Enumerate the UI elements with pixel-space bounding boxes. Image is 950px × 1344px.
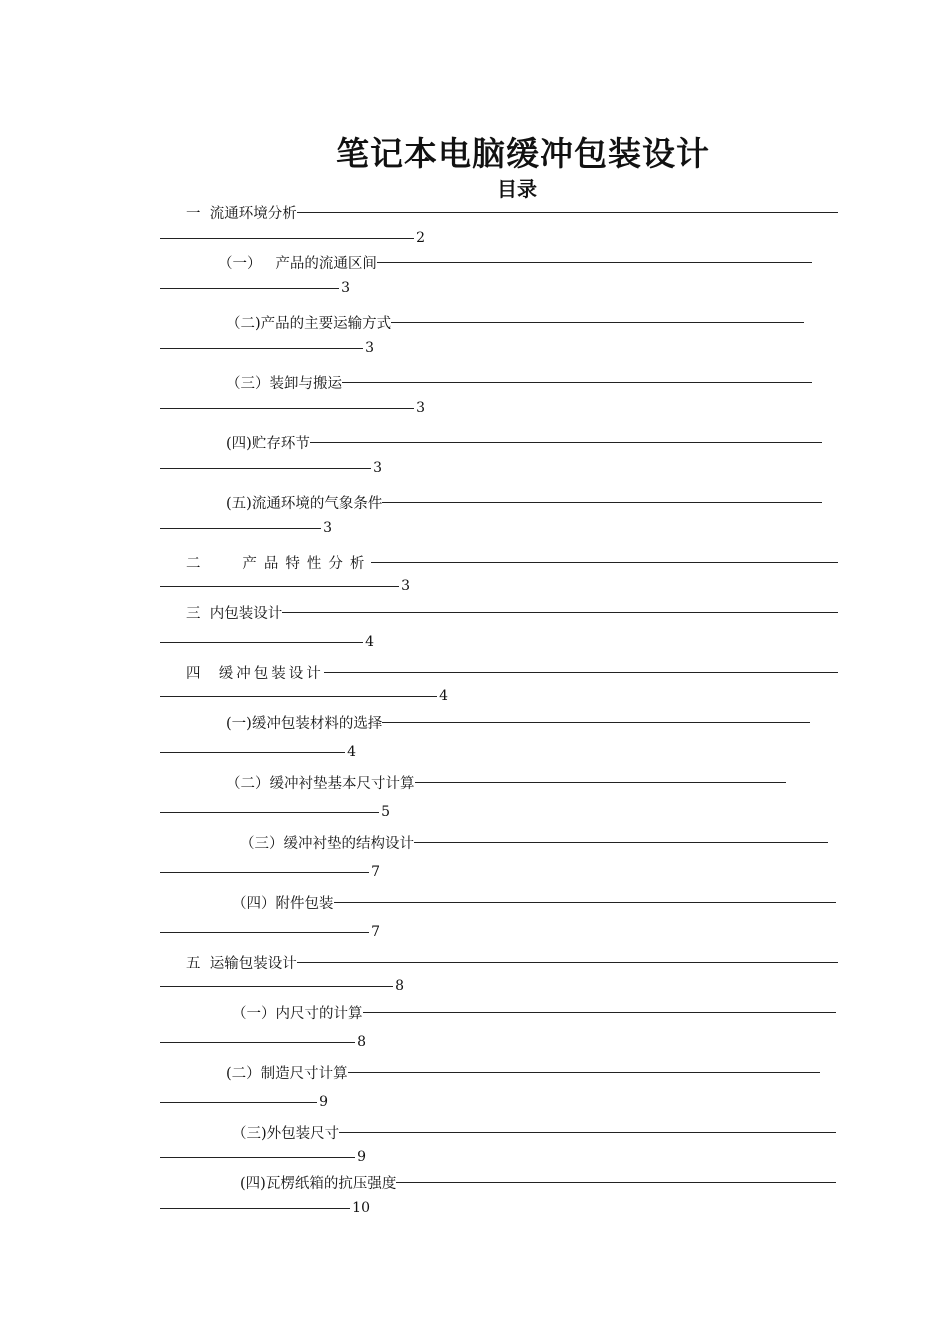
toc-entry-label: （三)外包装尺寸 — [232, 1125, 340, 1142]
toc-page-number: 8 — [357, 1034, 366, 1050]
toc-leader-line — [371, 562, 838, 563]
toc-leader-line — [160, 1102, 317, 1103]
toc-leader-line — [160, 986, 393, 987]
toc-entry-label: （二)产品的主要运输方式 — [226, 315, 392, 332]
toc-leader-line — [160, 528, 321, 529]
toc-entry[interactable] — [0, 712, 950, 772]
toc-leader-line — [282, 612, 838, 613]
toc-entry-label: (二）制造尺寸计算 — [226, 1065, 348, 1082]
toc-leader-line — [160, 348, 363, 349]
toc-page-number: 5 — [381, 804, 390, 820]
toc-entry-label: (四)贮存环节 — [226, 435, 310, 452]
toc-page-number: 2 — [416, 230, 425, 246]
toc-leader-line — [160, 932, 369, 933]
toc-page-number: 3 — [323, 520, 332, 536]
toc-page-number: 9 — [357, 1149, 366, 1165]
toc-leader-line — [160, 408, 414, 409]
toc-leader-line — [160, 586, 399, 587]
toc-leader-line — [396, 1182, 836, 1183]
toc-leader-line — [391, 322, 804, 323]
toc-leader-line — [382, 502, 822, 503]
toc-entry-label: （三）装卸与搬运 — [226, 375, 342, 392]
toc-page-number: 4 — [347, 744, 356, 760]
toc-entry[interactable] — [0, 892, 950, 952]
toc-leader-line — [348, 1072, 820, 1073]
toc-leader-line — [160, 812, 379, 813]
toc-entry-label: (一)缓冲包装材料的选择 — [226, 715, 383, 732]
toc-leader-line — [363, 1012, 837, 1013]
toc-entry-label: 一 流通环境分析 — [186, 205, 297, 222]
toc-entry[interactable] — [0, 372, 950, 432]
toc-page-number: 4 — [439, 688, 448, 704]
toc-page-number: 3 — [416, 400, 425, 416]
toc-entry-label: （四）附件包装 — [232, 895, 334, 912]
toc-entry[interactable] — [0, 1172, 950, 1232]
toc-entry[interactable] — [0, 772, 950, 832]
toc-entry-label: (五)流通环境的气象条件 — [226, 495, 383, 512]
toc-page-number: 3 — [365, 340, 374, 356]
toc-entry[interactable] — [0, 312, 950, 372]
toc-entry[interactable] — [0, 252, 950, 312]
toc-heading: 目录 — [497, 177, 537, 201]
toc-leader-line — [160, 238, 414, 239]
toc-entry-label: 三 内包装设计 — [186, 605, 283, 622]
toc-entry-label: (四)瓦楞纸箱的抗压强度 — [240, 1175, 397, 1192]
toc-entry[interactable] — [0, 832, 950, 892]
toc-page-number: 4 — [365, 634, 374, 650]
toc-entry[interactable] — [0, 1002, 950, 1062]
toc-leader-line — [297, 212, 838, 213]
toc-leader-line — [160, 696, 437, 697]
document-title: 笔记本电脑缓冲包装设计 — [336, 134, 710, 173]
toc-leader-line — [160, 1157, 355, 1158]
toc-leader-line — [382, 722, 810, 723]
toc-page-number: 3 — [401, 578, 410, 594]
toc-leader-line — [377, 262, 812, 263]
toc-entry-label: （一） 产品的流通区间 — [218, 255, 377, 272]
toc-page-number: 3 — [341, 280, 350, 296]
toc-page-number: 3 — [373, 460, 382, 476]
toc-leader-line — [160, 288, 339, 289]
toc-leader-line — [160, 872, 369, 873]
toc-page-number: 10 — [352, 1200, 370, 1216]
toc-leader-line — [160, 1208, 350, 1209]
toc-leader-line — [160, 752, 345, 753]
toc-entry-label: （一）内尺寸的计算 — [232, 1005, 363, 1022]
toc-entry[interactable] — [0, 602, 950, 662]
toc-entry-label: （二）缓冲衬垫基本尺寸计算 — [226, 775, 415, 792]
toc-entry-label: （三）缓冲衬垫的结构设计 — [240, 835, 414, 852]
toc-leader-line — [160, 468, 371, 469]
toc-entry-label: 四 缓冲包装设计 — [186, 665, 324, 682]
toc-page-number: 8 — [395, 978, 404, 994]
toc-leader-line — [339, 1132, 836, 1133]
toc-page-number: 7 — [371, 924, 380, 940]
toc-leader-line — [414, 842, 828, 843]
toc-entry-label: 五 运输包装设计 — [186, 955, 297, 972]
toc-entry[interactable] — [0, 1062, 950, 1122]
toc-leader-line — [342, 382, 812, 383]
toc-leader-line — [297, 962, 838, 963]
toc-page-number: 7 — [371, 864, 380, 880]
toc-entry[interactable] — [0, 432, 950, 492]
toc-entry[interactable] — [0, 492, 950, 552]
toc-leader-line — [160, 642, 363, 643]
toc-leader-line — [415, 782, 787, 783]
toc-leader-line — [160, 1042, 355, 1043]
toc-entry-label: 二 产品特性分析 — [186, 555, 372, 572]
toc-leader-line — [324, 672, 838, 673]
toc-leader-line — [310, 442, 822, 443]
toc-page-number: 9 — [319, 1094, 328, 1110]
toc-leader-line — [334, 902, 837, 903]
